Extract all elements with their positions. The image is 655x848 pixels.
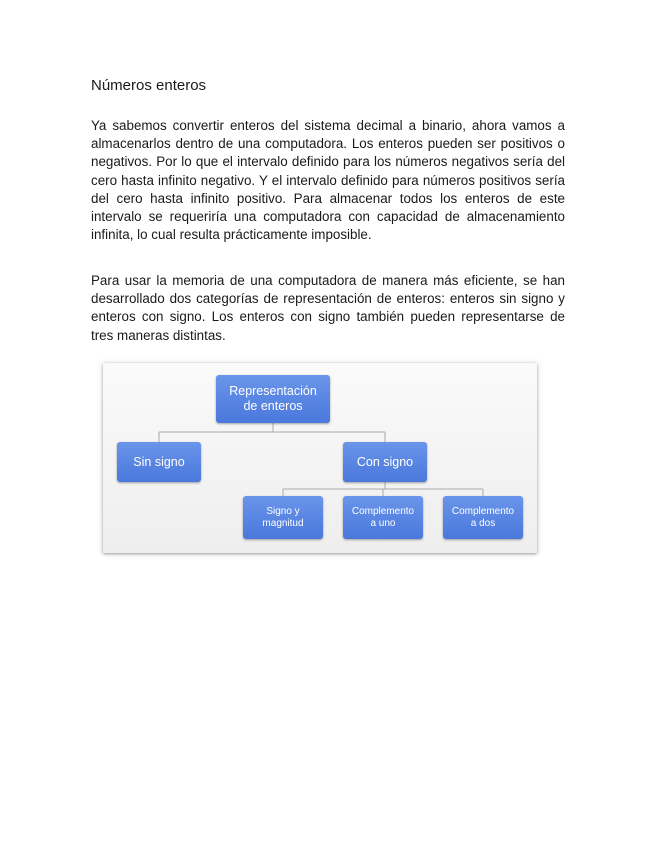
node-sin-signo xyxy=(117,442,201,482)
node-root-line2: de enteros xyxy=(243,399,303,413)
paragraph-categories: Para usar la memoria de una computadora de manera más eficiente, se han desarrollado dos categorías de representación de enteros: enteros sin signo y enteros con signo. Los enteros con signo también pueden representarse de tres maneras distintas. xyxy=(91,273,565,343)
node-con-signo-label: Con signo xyxy=(356,455,414,469)
node-complemento-dos-line1: Complemento xyxy=(451,505,515,517)
node-root-line1: Representación xyxy=(229,384,317,398)
node-representacion-enteros xyxy=(216,375,330,423)
node-complemento-dos-line2: a dos xyxy=(470,517,496,529)
node-sin-signo-label: Sin signo xyxy=(133,455,185,469)
node-complemento-dos xyxy=(443,496,523,539)
node-signo-magnitud-line2: magnitud xyxy=(262,517,304,529)
node-signo-magnitud xyxy=(243,496,323,539)
node-signo-magnitud-line1: Signo y xyxy=(266,505,300,517)
node-con-signo xyxy=(343,442,427,482)
node-complemento-uno xyxy=(343,496,423,539)
node-complemento-uno-line1: Complemento xyxy=(351,505,415,517)
paragraph-intro: Ya sabemos convertir enteros del sistema decimal a binario, ahora vamos a almacenarlos dentro de una computadora. Los enteros pueden ser positivos o negativos. Por lo que el intervalo definido para los números negativos sería del cero hasta infinito negativo. Y el intervalo definido para números positivos sería del cero hasta infinito positivo. Para almacenar todos los enteros de este intervalo se requeriría una computadora con capacidad de almacenamiento infinita, lo cual resulta prácticamente imposible. xyxy=(91,118,565,243)
integer-representation-diagram xyxy=(103,363,537,553)
section-heading: Números enteros xyxy=(91,77,207,94)
node-complemento-uno-line2: a uno xyxy=(370,517,396,529)
